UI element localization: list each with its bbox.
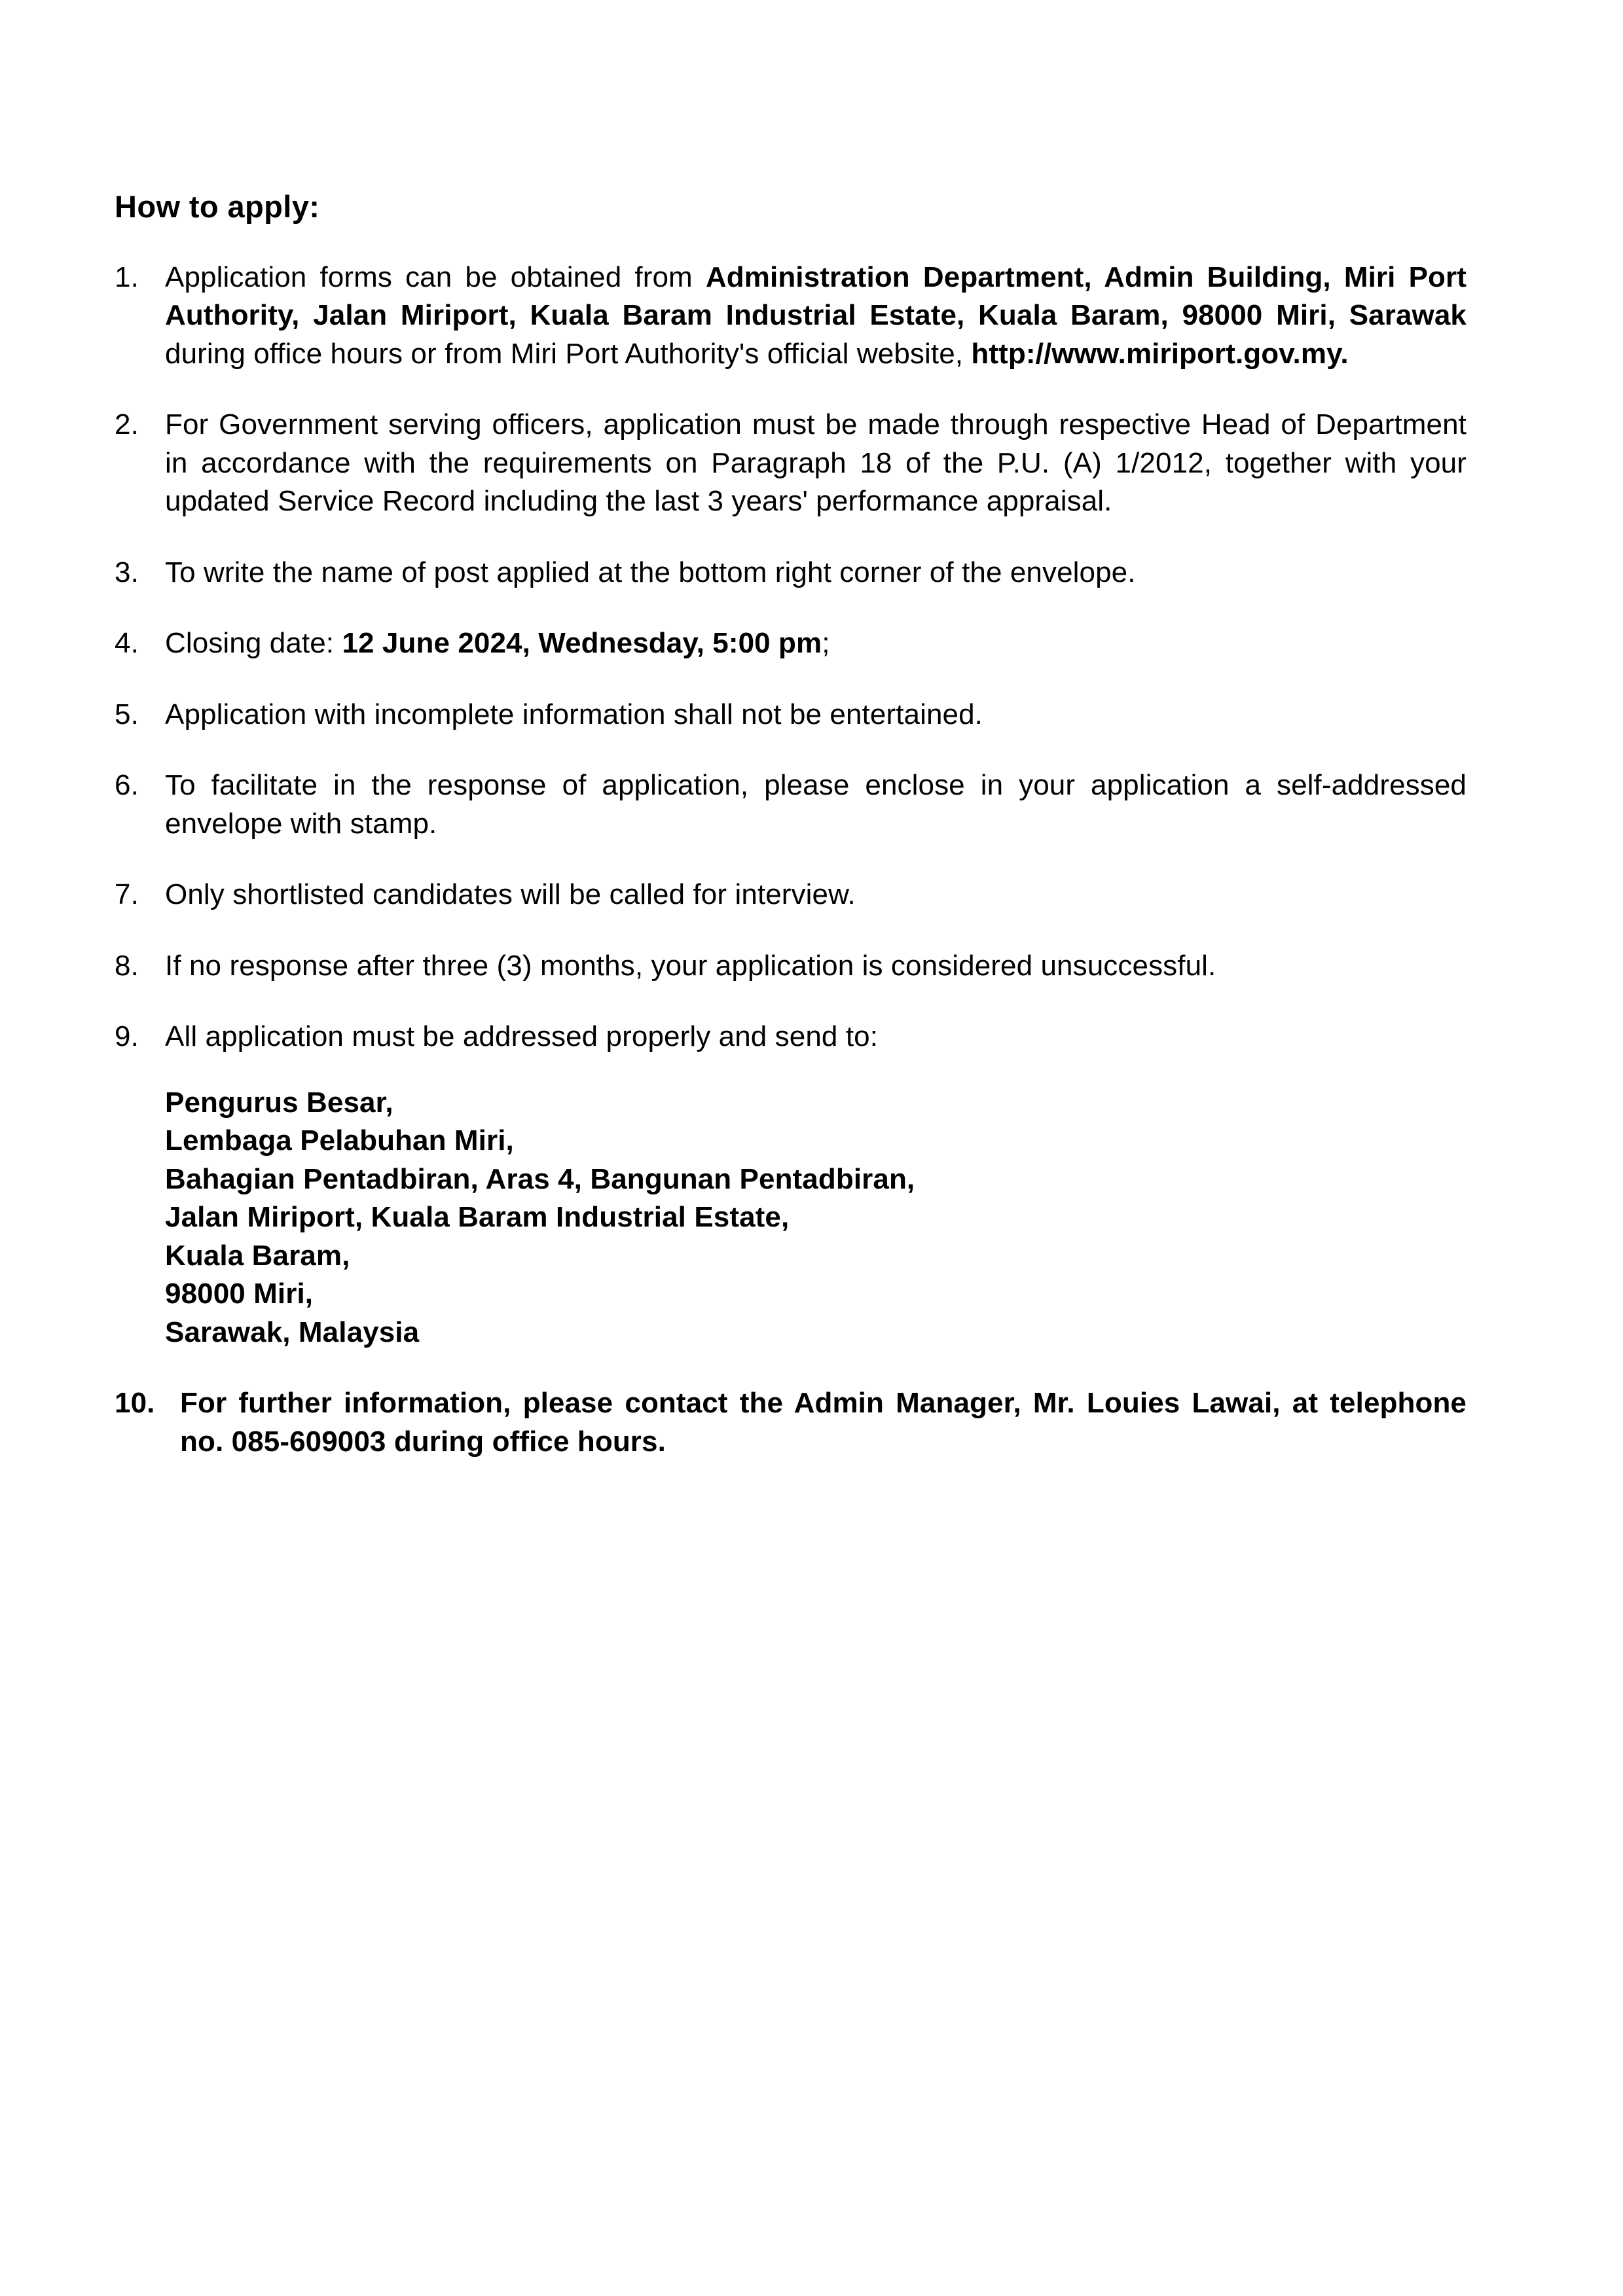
- emphasis-text: http://www.miriport.gov.my.: [971, 337, 1349, 370]
- list-item-text: [165, 1018, 1467, 1056]
- list-item: [115, 406, 1467, 521]
- plain-text: Application forms can be obtained from: [165, 260, 706, 293]
- list-item-text: [165, 406, 1467, 521]
- list-item-text: [165, 766, 1467, 843]
- address-line: Sarawak, Malaysia: [165, 1316, 420, 1348]
- list-item-number: 1.: [115, 260, 139, 293]
- address-line: Kuala Baram,: [165, 1239, 350, 1272]
- list-item: [115, 766, 1467, 843]
- list-item-number: 6.: [115, 769, 139, 802]
- list-item: [115, 259, 1467, 374]
- list-item-text: [165, 554, 1467, 592]
- how-to-apply-list: [115, 259, 1467, 1462]
- list-item-number: 2.: [115, 408, 139, 441]
- plain-text: If no response after three (3) months, your application is considered unsuccessful.: [165, 949, 1216, 982]
- list-item: [115, 947, 1467, 986]
- plain-text: ;: [822, 627, 830, 660]
- list-item-text: [165, 259, 1467, 374]
- list-item-number: 10.: [115, 1387, 155, 1420]
- list-item-text: [165, 876, 1467, 914]
- address-line: 98000 Miri,: [165, 1278, 314, 1310]
- address-line: Pengurus Besar,: [165, 1086, 393, 1119]
- list-item: [115, 554, 1467, 592]
- emphasis-text: Administration Department, Admin Building, Miri Port Authority, Jalan Miriport, Kuala Baram Industrial Estate, Kuala Baram, 98000 Miri, Sarawak: [165, 260, 1467, 332]
- list-item-number: 9.: [115, 1020, 139, 1053]
- list-item: [115, 876, 1467, 914]
- emphasis-text: 12 June 2024, Wednesday, 5:00 pm: [342, 627, 822, 660]
- list-item-number: 8.: [115, 949, 139, 982]
- list-item-text: [165, 624, 1467, 663]
- list-item-number: 4.: [115, 627, 139, 660]
- list-item-text: [180, 1384, 1467, 1461]
- address-line: Lembaga Pelabuhan Miri,: [165, 1124, 514, 1157]
- list-item: [115, 624, 1467, 663]
- plain-text: Closing date:: [165, 627, 342, 660]
- address-line: Bahagian Pentadbiran, Aras 4, Bangunan Pentadbiran,: [165, 1162, 915, 1195]
- plain-text: To facilitate in the response of application, please enclose in your application a self-addressed envelope with stamp.: [165, 769, 1467, 840]
- plain-text: For Government serving officers, application must be made through respective Head of Department in accordance with the requirements on Paragraph 18 of the P.U. (A) 1/2012, together with your updated Service Record including the last 3 years' performance appraisal.: [165, 408, 1467, 518]
- plain-text: All application must be addressed properly and send to:: [165, 1020, 879, 1053]
- plain-text: To write the name of post applied at the bottom right corner of the envelope.: [165, 556, 1136, 588]
- plain-text: Application with incomplete information shall not be entertained.: [165, 698, 983, 730]
- list-item-text: [165, 947, 1467, 986]
- list-item: [115, 696, 1467, 734]
- list-item: [115, 1018, 1467, 1352]
- list-item-number: 5.: [115, 698, 139, 730]
- page-title: How to apply:: [115, 189, 320, 224]
- mailing-address-block: [165, 1084, 1467, 1352]
- list-item-number: 7.: [115, 878, 139, 911]
- list-item: [115, 1384, 1467, 1461]
- emphasis-text: For further information, please contact the Admin Manager, Mr. Louies Lawai, at telephone no. 085-609003 during office hours.: [180, 1387, 1467, 1458]
- plain-text: during office hours or from Miri Port Authority's official website,: [165, 337, 972, 370]
- list-item-number: 3.: [115, 556, 139, 588]
- list-item-text: [165, 696, 1467, 734]
- address-line: Jalan Miriport, Kuala Baram Industrial Estate,: [165, 1201, 790, 1234]
- plain-text: Only shortlisted candidates will be called for interview.: [165, 878, 856, 911]
